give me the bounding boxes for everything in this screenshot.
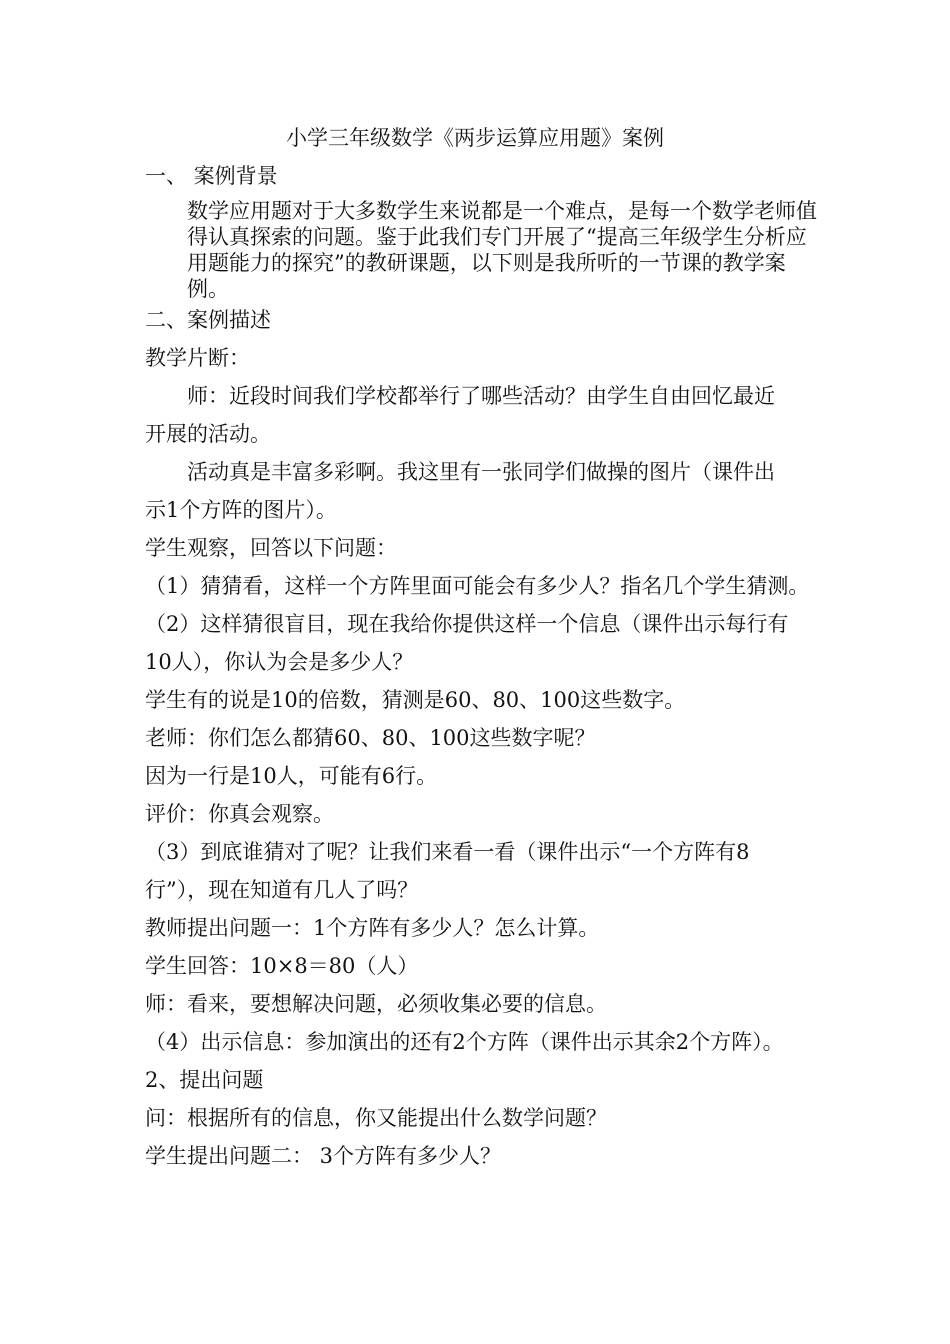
body-line-20: 2、提出问题 [145, 1068, 264, 1092]
body-line-7: （1）猜猜看，这样一个方阵里面可能会有多少人？指名几个学生猜测。 [145, 574, 810, 598]
section-heading-description: 二、案例描述 [145, 308, 271, 332]
body-line-2: 师：近段时间我们学校都举行了哪些活动？由学生自由回忆最近 [187, 384, 775, 408]
body-line-21: 问：根据所有的信息，你又能提出什么数学问题？ [145, 1106, 607, 1130]
body-line-15: 行”），现在知道有几人了吗？ [145, 878, 419, 902]
body-line-19: （4）出示信息：参加演出的还有2个方阵（课件出示其余2个方阵）。 [145, 1030, 784, 1054]
body-line-10: 学生有的说是10的倍数，猜测是60、80、100这些数字。 [145, 688, 686, 712]
body-line-9: 10人），你认为会是多少人？ [145, 650, 414, 674]
body-line-18: 师：看来，要想解决问题，必须收集必要的信息。 [145, 992, 607, 1016]
document-body [145, 162, 825, 1180]
body-line-6: 学生观察，回答以下问题： [145, 536, 397, 560]
body-line-1: 教学片断： [145, 346, 250, 370]
body-line-11: 老师：你们怎么都猜60、80、100这些数字呢？ [145, 726, 596, 750]
body-line-22: 学生提出问题二： 3个方阵有多少人？ [145, 1144, 502, 1168]
body-line-3: 开展的活动。 [145, 422, 271, 446]
document-title: 小学三年级数学《两步运算应用题》案例 [286, 126, 664, 150]
body-line-14: （3）到底谁猜对了呢？让我们来看一看（课件出示“一个方阵有8 [145, 840, 750, 864]
background-paragraph: 数学应用题对于大多数学生来说都是一个难点，是每一个数学老师值得认真探索的问题。鉴于此我们专门开展了“提高三年级学生分析应用题能力的探究”的教研课题，以下则是我所听的一节课的教学案例。 [187, 199, 817, 301]
body-line-17: 学生回答：10×8＝80（人） [145, 954, 419, 978]
section-heading-background: 一、 案例背景 [145, 164, 278, 188]
body-line-4: 活动真是丰富多彩啊。我这里有一张同学们做操的图片（课件出 [187, 460, 775, 484]
body-line-12: 因为一行是10人，可能有6行。 [145, 764, 438, 788]
body-line-8: （2）这样猜很盲目，现在我给你提供这样一个信息（课件出示每行有 [145, 612, 789, 636]
body-line-5: 示1个方阵的图片）。 [145, 498, 337, 522]
body-line-13: 评价：你真会观察。 [145, 802, 334, 826]
body-line-16: 教师提出问题一：1个方阵有多少人？怎么计算。 [145, 916, 600, 940]
